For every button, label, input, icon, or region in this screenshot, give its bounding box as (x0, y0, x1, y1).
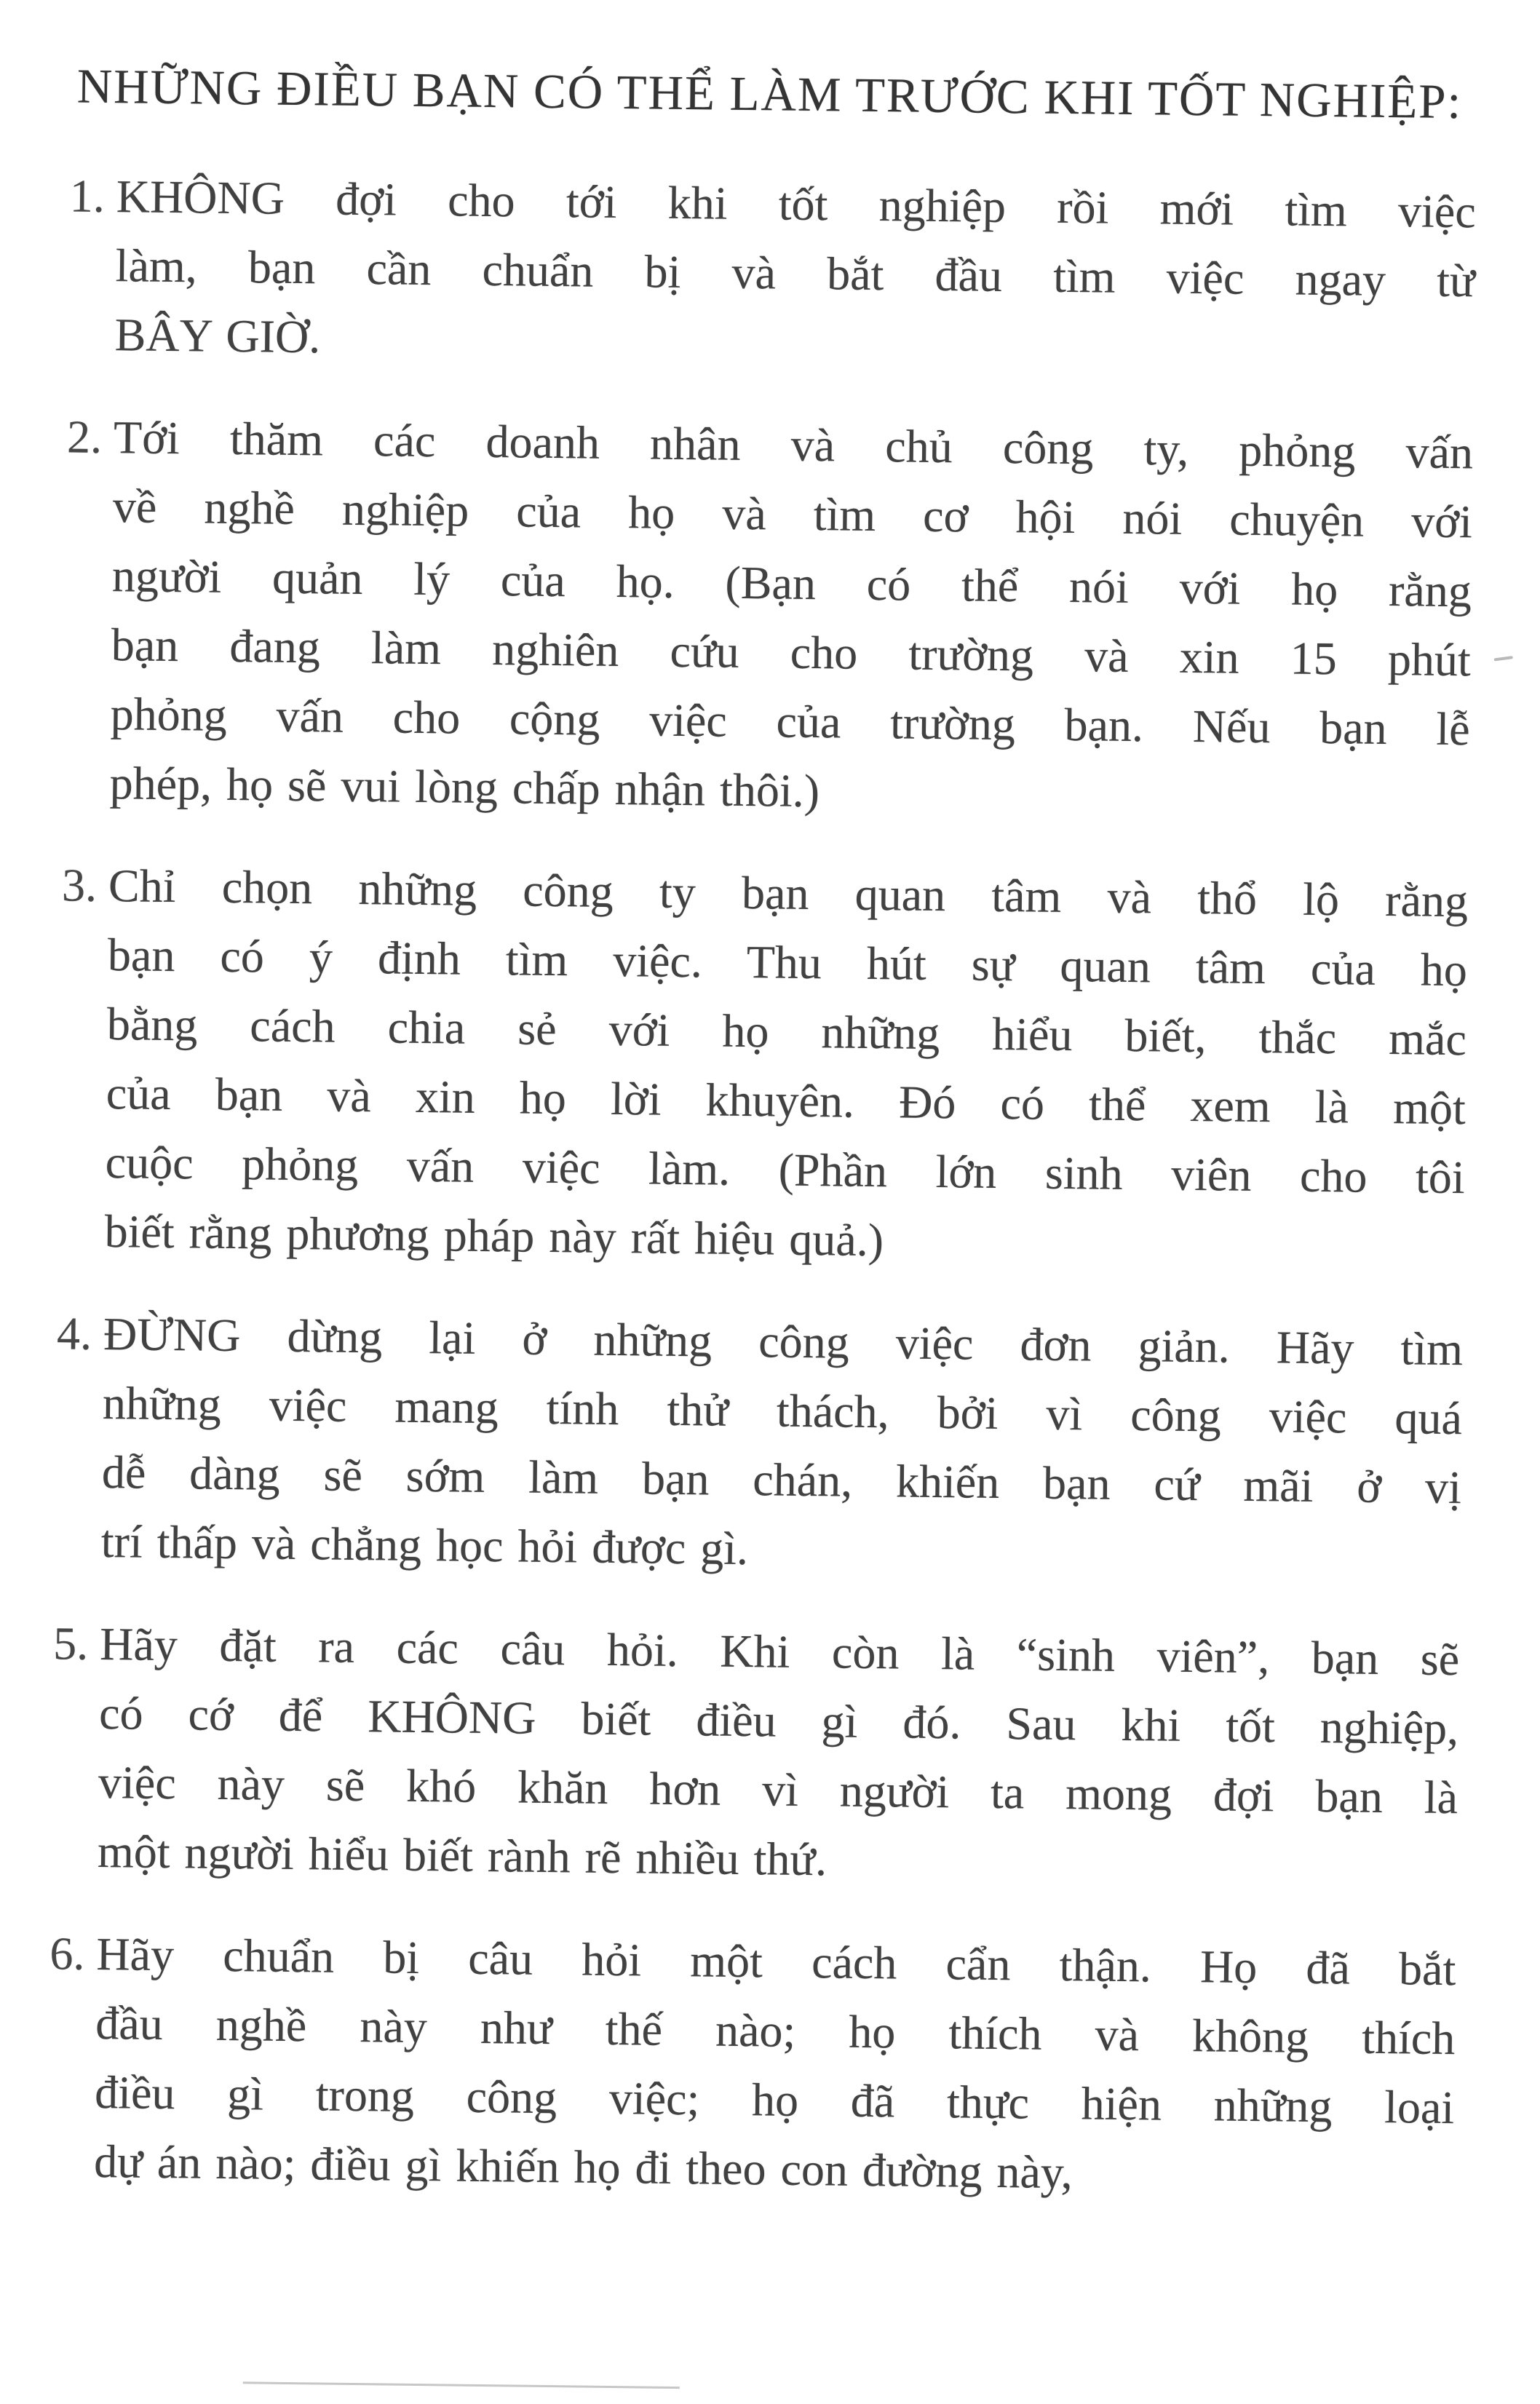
text-line: BÂY GIỜ. (114, 309, 321, 363)
text-line: làm, bạn cần chuẩn bị và bắt đầu tìm việc ngay từ (115, 239, 1476, 307)
text-line: Hãy đặt ra các câu hỏi. Khi còn là “sinh viên”, bạn sẽ (99, 1618, 1460, 1686)
list-item (47, 1919, 1456, 2211)
page-title: NHỮNG ĐIỀU BẠN CÓ THỂ LÀM TRƯỚC KHI TỐT NGHIỆP: (76, 59, 1463, 130)
text-line: bạn có ý định tìm việc. Thu hút sự quan tâm của họ (107, 929, 1468, 996)
list-item (68, 161, 1476, 384)
text-line: trí thấp và chẳng học hỏi được gì. (100, 1515, 749, 1575)
text-line: bạn đang làm nghiên cứu cho trường và xin 15 phút (111, 619, 1472, 686)
item-text (114, 162, 1476, 384)
item-text (98, 1609, 1460, 1901)
scan-artifact-bottom-line (243, 2381, 680, 2389)
item-number: 5. (52, 1617, 89, 1670)
text-line: những việc mang tính thử thách, bởi vì công việc quá (102, 1377, 1463, 1445)
numbered-list (0, 160, 1539, 2212)
item-text (94, 1919, 1456, 2211)
text-line: đầu nghề này như thế nào; họ thích và không thích (95, 1996, 1456, 2065)
list-item (63, 402, 1473, 833)
text-line: biết rằng phương pháp này rất hiệu quả.) (104, 1205, 884, 1266)
item-number: 6. (49, 1927, 85, 1980)
text-line: có cớ để KHÔNG biết điều gì đó. Sau khi tốt nghiệp, (98, 1687, 1459, 1755)
text-line: Hãy chuẩn bị câu hỏi một cách cẩn thận. Họ đã bắt (96, 1927, 1456, 1996)
item-number: 2. (66, 410, 103, 463)
text-line: một người hiểu biết rành rẽ nhiều thứ. (97, 1825, 827, 1886)
text-line: Chỉ chọn những công ty bạn quan tâm và thổ lộ rằng (108, 860, 1469, 927)
text-line: dự án nào; điều gì khiến họ đi theo con đường này, (93, 2135, 1073, 2199)
item-text (100, 1299, 1463, 1591)
item-number: 1. (69, 170, 106, 222)
text-line: cuộc phỏng vấn việc làm. (Phần lớn sinh viên cho tôi (105, 1136, 1466, 1204)
item-text (109, 402, 1473, 833)
list-item (57, 850, 1468, 1281)
text-line: KHÔNG đợi cho tới khi tốt nghiệp rồi mới tìm việc (116, 170, 1477, 238)
text-line: bằng cách chia sẻ với họ những hiểu biết, thắc mắc (106, 998, 1467, 1066)
text-line: điều gì trong công việc; họ đã thực hiện những loại (94, 2066, 1455, 2134)
item-number: 4. (56, 1307, 92, 1360)
text-line: dễ dàng sẽ sớm làm bạn chán, khiến bạn cứ mãi ở vị (101, 1446, 1462, 1514)
text-line: phỏng vấn cho cộng việc của trường bạn. Nếu bạn lễ (110, 688, 1471, 755)
list-item (54, 1298, 1463, 1591)
book-page (0, 57, 1540, 2404)
text-line: phép, họ sẽ vui lòng chấp nhận thôi.) (109, 757, 820, 817)
text-line: về nghề nghiệp của họ và tìm cơ hội nói chuyện với (112, 480, 1473, 548)
text-line: việc này sẽ khó khăn hơn vì người ta mong đợi bạn là (98, 1756, 1458, 1824)
list-item (51, 1608, 1460, 1901)
text-line: người quản lý của họ. (Bạn có thể nói với họ rằng (111, 550, 1472, 617)
item-number: 3. (61, 859, 98, 911)
item-text (104, 851, 1468, 1281)
text-line: Tới thăm các doanh nhân và chủ công ty, phỏng vấn (113, 411, 1474, 479)
text-line: ĐỪNG dừng lại ở những công việc đơn giản. Hãy tìm (103, 1308, 1464, 1376)
text-line: của bạn và xin họ lời khuyên. Đó có thể xem là một (106, 1067, 1466, 1135)
